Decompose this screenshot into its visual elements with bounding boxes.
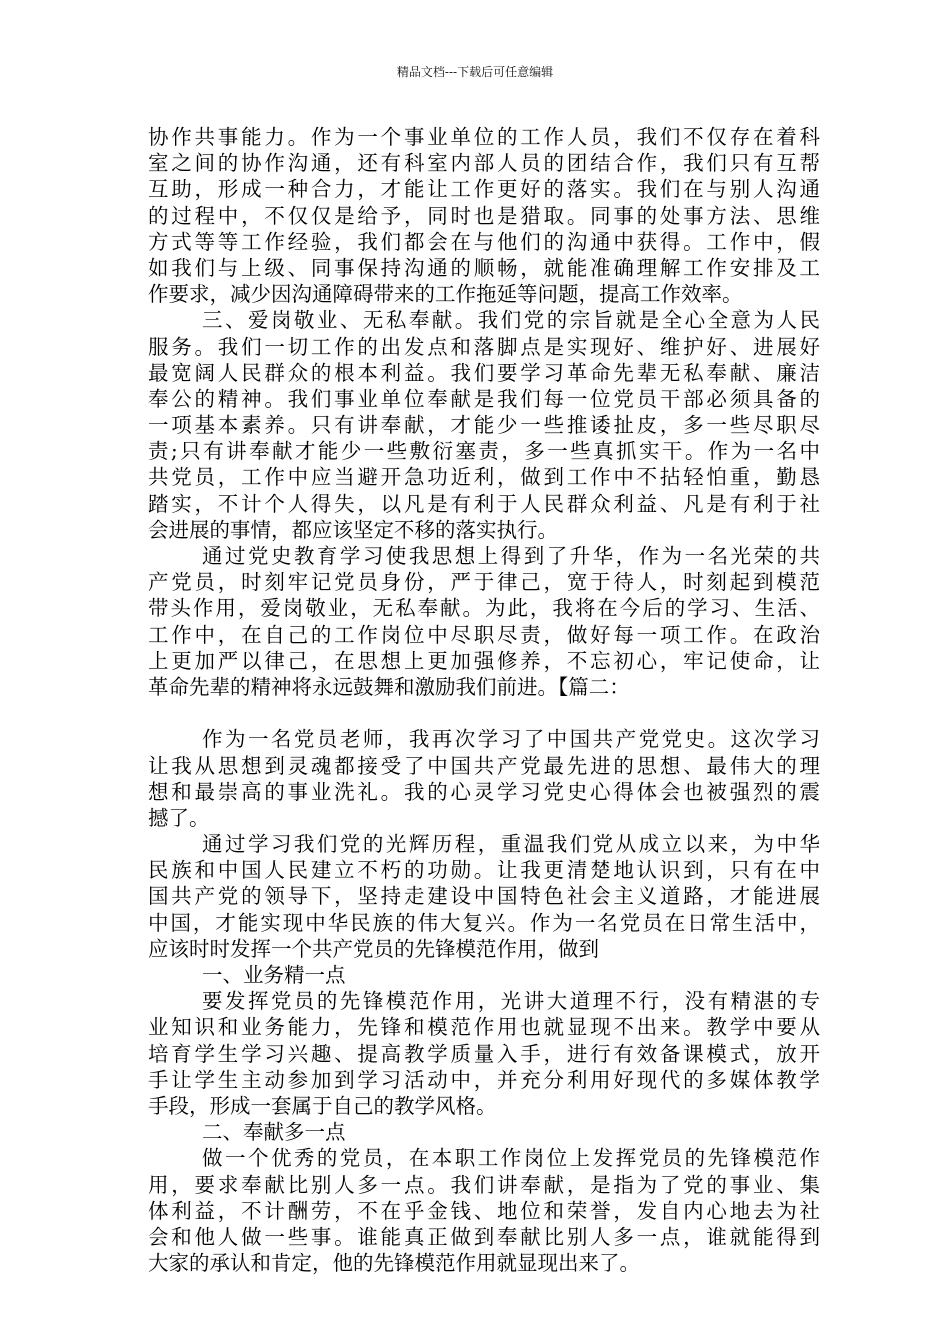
text-line: 手让学生主动参加到学习活动中，并充分利用好现代的多媒体教学 xyxy=(148,1067,820,1092)
text-line: 做一个优秀的党员，在本职工作岗位上发挥党员的先锋模范作 xyxy=(202,1146,820,1171)
page-header: 精品文档---下载后可任意编辑 xyxy=(396,65,554,79)
paragraph xyxy=(148,1119,820,1145)
text-line: 民族和中国人民建立不朽的功勋。让我更清楚地认识到，只有在中 xyxy=(148,858,820,883)
text-line: 一、业务精一点 xyxy=(202,963,346,987)
text-line: 产党员，时刻牢记党员身份，严于律己，宽于待人，时刻起到模范 xyxy=(148,570,820,595)
text-line: 要发挥党员的先锋模范作用，光讲大道理不行，没有精湛的专 xyxy=(202,989,820,1014)
paragraph xyxy=(148,543,820,700)
text-line: 三、爱岗敬业、无私奉献。我们党的宗旨就是全心全意为人民 xyxy=(202,308,820,333)
paragraph xyxy=(148,988,820,1119)
text-line: 手段，形成一套属于自己的教学风格。 xyxy=(148,1093,497,1118)
text-line: 业知识和业务能力，先锋和模范作用也就显现不出来。教学中要从 xyxy=(148,1015,820,1040)
text-line: 培育学生学习兴趣、提高教学质量入手，进行有效备课模式，放开 xyxy=(148,1041,820,1066)
text-line: 作要求，减少因沟通障碍带来的工作拖延等问题，提高工作效率。 xyxy=(148,282,743,307)
text-line: 二、奉献多一点 xyxy=(202,1120,346,1145)
document-body xyxy=(148,124,820,1276)
text-line: 体利益，不计酬劳，不在乎金钱、地位和荣誉，发自内心地去为社 xyxy=(148,1198,820,1223)
text-line: 撼了。 xyxy=(148,805,210,830)
text-line: 方式等等工作经验，我们都会在与他们的沟通中获得。工作中，假 xyxy=(148,229,820,254)
text-line: 共党员，工作中应当避开急功近利，做到工作中不拈轻怕重，勤恳 xyxy=(148,465,820,490)
text-line: 工作中，在自己的工作岗位中尽职尽责，做好每一项工作。在政治 xyxy=(148,622,820,647)
text-line: 通过学习我们党的光辉历程，重温我们党从成立以来，为中华 xyxy=(202,832,820,857)
text-line: 大家的承认和肯定，他的先锋模范作用就显现出来了。 xyxy=(148,1251,640,1276)
text-line: 如我们与上级、同事保持沟通的顺畅，就能准确理解工作安排及工 xyxy=(148,255,820,280)
text-line: 互助，形成一种合力，才能让工作更好的落实。我们在与别人沟通 xyxy=(148,177,820,202)
blank-line xyxy=(148,700,820,726)
text-line: 奉公的精神。我们事业单位奉献是我们每一位党员干部必须具备的 xyxy=(148,386,820,411)
paragraph xyxy=(148,700,820,726)
text-line: 作为一名党员老师，我再次学习了中国共产党党史。这次学习 xyxy=(202,727,820,752)
paragraph xyxy=(148,1145,820,1276)
text-line: 让我从思想到灵魂都接受了中国共产党最先进的思想、最伟大的理 xyxy=(148,753,820,778)
text-line: 最宽阔人民群众的根本利益。我们要学习革命先辈无私奉献、廉洁 xyxy=(148,360,820,385)
text-line: 革命先辈的精神将永远鼓舞和激励我们前进。【篇二： xyxy=(148,674,630,699)
text-line: 上更加严以律己，在思想上更加强修养，不忘初心，牢记使命，让 xyxy=(148,648,820,673)
text-line: 室之间的协作沟通，还有科室内部人员的团结合作，我们只有互帮 xyxy=(148,151,820,176)
text-line: 协作共事能力。作为一个事业单位的工作人员，我们不仅存在着科 xyxy=(148,125,820,149)
paragraph xyxy=(148,962,820,988)
paragraph xyxy=(148,831,820,962)
text-line: 服务。我们一切工作的出发点和落脚点是实现好、维护好、进展好 xyxy=(148,334,820,359)
paragraph xyxy=(148,726,820,831)
text-line: 一项基本素养。只有讲奉献，才能少一些推诿扯皮，多一些尽职尽 xyxy=(148,413,820,438)
text-line: 通过党史教育学习使我思想上得到了升华，作为一名光荣的共 xyxy=(202,544,820,568)
paragraph xyxy=(148,307,820,543)
paragraph xyxy=(148,124,820,307)
text-line: 中国，才能实现中华民族的伟大复兴。作为一名党员在日常生活中， xyxy=(148,910,820,935)
text-line: 国共产党的领导下，坚持走建设中国特色社会主义道路，才能进展 xyxy=(148,884,820,909)
text-line: 想和最崇高的事业洗礼。我的心灵学习党史心得体会也被强烈的震 xyxy=(148,779,820,804)
text-line: 会和他人做一些事。谁能真正做到奉献比别人多一点，谁就能得到 xyxy=(148,1224,820,1249)
text-line: 责;只有讲奉献才能少一些敷衍塞责，多一些真抓实干。作为一名中 xyxy=(148,439,820,464)
text-line: 的过程中，不仅仅是给予，同时也是猎取。同事的处事方法、思维 xyxy=(148,203,820,228)
text-line: 带头作用，爱岗敬业，无私奉献。为此，我将在今后的学习、生活、 xyxy=(148,596,820,621)
text-line: 用，要求奉献比别人多一点。我们讲奉献，是指为了党的事业、集 xyxy=(148,1172,820,1197)
text-line: 踏实，不计个人得失，以凡是有利于人民群众利益、凡是有利于社 xyxy=(148,491,820,516)
text-line: 会进展的事情，都应该坚定不移的落实执行。 xyxy=(148,517,558,542)
text-line: 应该时时发挥一个共产党员的先锋模范作用，做到 xyxy=(148,936,599,961)
